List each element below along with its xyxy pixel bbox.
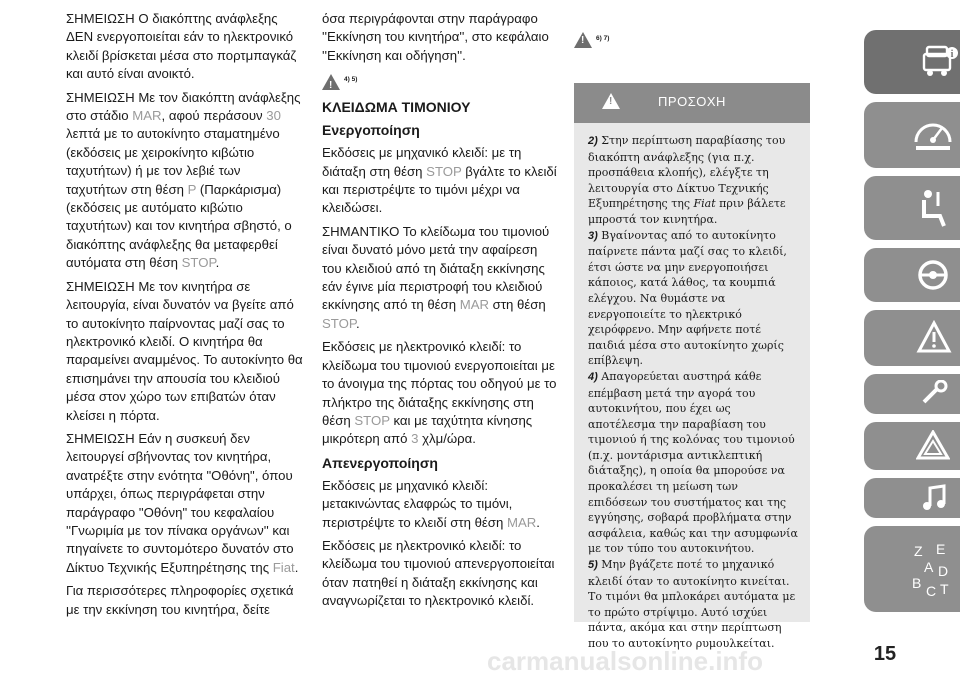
watermark: carmanualsonline.info [487, 646, 763, 676]
tab-technical[interactable] [864, 422, 960, 470]
svg-text:T: T [940, 581, 949, 597]
warning-box [574, 83, 810, 650]
column-middle [322, 10, 558, 616]
subheading-deactivation: Απενεργοποίηση [322, 454, 438, 471]
p-label: P [187, 181, 197, 197]
note-auto-stop: ΣΗΜΕΙΩΣΗ Με τον διακόπτη ανάφλεξης στο στάδιο MAR, αφού περάσουν 30 λεπτά με το αυτοκίνητο σταματημένο (εκδόσεις με χειροκίνητο κιβώτιο ταχυτήτων) ή με τον λεβιέ των ταχυτήτων στη θέση P (Παρκάρισμα) (εκδόσεις με αυτόματο κιβώτιο ταχυτήτων) και τον κινητήρα σβηστό, ο διακόπτης ανάφλεξης θα μεταφερθεί αυτόματα στη θέση STOP. [66, 89, 301, 271]
deactivation-electronic: Εκδόσεις με ηλεκτρονικό κλειδί: το κλείδωμα του τιμονιού απενεργοποιείται όταν πατηθεί η διάταξη εκκίνησης και αναγνωρίζεται το ηλεκτρονικό κλειδί. [322, 537, 555, 609]
hazard-icon [916, 430, 950, 462]
svg-text:C: C [926, 583, 937, 599]
tab-index[interactable] [864, 526, 960, 612]
steering-icon [916, 258, 950, 292]
mar-label: MAR [132, 108, 162, 124]
note-engine-running: ΣΗΜΕΙΩΣΗ Με τον κινητήρα σε λειτουργία, είναι δυνατόν να βγείτε από το αυτοκίνητο παίρνοντας μαζί σας το ηλεκτρονικό κλειδί. Ο κινητήρα θα παραμείνει αναμμένος. Το αυτοκίνητο θα επισημάνει την απουσία του κλειδιού μέσα στον χώρο των επιβατών όταν κλείσει η πόρτα. [66, 278, 303, 423]
svg-text:B: B [912, 575, 922, 591]
minutes-value: 30 [266, 108, 281, 124]
tab-knowing-car[interactable] [864, 30, 960, 94]
warning-signal-icon [916, 320, 952, 356]
warning-box-header [574, 83, 810, 123]
continuation-text: όσα περιγράφονται στην παράγραφο ''Εκκίνηση του κινητήρα'', στο κεφάλαιο ''Εκκίνηση και οδήγηση''. [322, 11, 549, 63]
info-car-icon [922, 44, 958, 78]
svg-text:A: A [924, 559, 934, 575]
tab-emergency[interactable] [864, 310, 960, 366]
tab-starting-driving[interactable] [864, 248, 960, 302]
tab-safety[interactable] [864, 176, 960, 240]
chapter-tabs [848, 0, 960, 678]
warning-box-title: ΠΡΟΣΟΧΗ [658, 94, 726, 109]
note-device-fault: ΣΗΜΕΙΩΣΗ Εάν η συσκευή δεν λειτουργεί σβήνοντας τον κινητήρα, ανατρέξτε στην ενότητα "Οθόνη", όπου υπάρχει, όπως περιγράφεται στην παράγραφο "Οθόνη" του κεφαλαίου ''Γνωριμία με τον πίνακα οργάνων'' και πηγαίνετε το συντομότερο δυνατόν στο Δίκτυο Τεχνικής Εξυπηρέτησης της Fiat. [66, 430, 299, 575]
subheading-activation: Ενεργοποίηση [322, 122, 420, 139]
seat-person-icon [914, 188, 954, 228]
warning-item-3: 3) Βγαίνοντας από το αυτοκίνητο παίρνετε πάντα μαζί σας το κλειδί, έτσι ώστε να μην ενεργοποιήσει κάποιος, κατά λάθος, τα κουμπιά ελέγχου. Να θυμάστε να ενεργοποιείτε το ηλεκτρικό χειρόφρενο. Μην αφήνετε ποτέ παιδιά μέσα στο αυτοκίνητο χωρίς επίβλεψη. [588, 228, 787, 368]
column-right [574, 28, 810, 56]
column-left [66, 10, 304, 624]
tab-multimedia[interactable] [864, 478, 960, 518]
svg-text:D: D [938, 563, 949, 579]
index-letters-icon [910, 540, 956, 600]
svg-text:E: E [936, 541, 946, 557]
page-number: 15 [873, 643, 897, 665]
note-ignition-trunk: ΣΗΜΕΙΩΣΗ Ο διακόπτης ανάφλεξης ΔΕΝ ενεργοποιείται εάν το ηλεκτρονικό κλειδί βρίσκεται μέσα στο πορτμπαγκάζ και αυτό είναι ανοικτό. [66, 11, 297, 82]
note-more-info: Για περισσότερες πληροφορίες σχετικά με την εκκίνηση του κινητήρα, δείτε [66, 583, 294, 617]
activation-electronic: Εκδόσεις με ηλεκτρονικό κλειδί: το κλείδωμα του τιμονιού ενεργοποιείται με το άνοιγμα της πόρτας του οδηγού με το πλήκτρο της διάταξης εκκίνησης στη θέση STOP και με ταχύτητα κίνησης μικρότερη από 3 χλμ/ώρα. [322, 339, 557, 447]
warning-box-body [574, 123, 810, 652]
activation-mechanical: Εκδόσεις με μηχανικό κλειδί: με τη διάταξη στη θέση STOP βγάλτε το κλειδί και περιστρέψτε το τιμόνι μέχρι να κλειδώσει. [322, 145, 557, 216]
warning-triangle-icon [574, 32, 592, 48]
dashboard-icon [912, 116, 954, 154]
warning-item-2: 2) Στην περίπτωση παραβίασης του διακόπτη ανάφλεξης (για π.χ. προσπάθεια κλοπής), ελέγξτε τη λειτουργία στο Δίκτυο Τεχνικής Εξυπηρέτησης της Fiat πριν βάλετε μπροστά τον κινητήρα. [588, 134, 786, 226]
deactivation-mechanical: Εκδόσεις με μηχανικό κλειδί: μετακινώντας ελαφρώς το τιμόνι, περιστρέψτε το κλειδί στη θέση MAR. [322, 477, 540, 530]
warning-triangle-icon [322, 74, 340, 90]
svg-text:i: i [950, 49, 954, 60]
section-heading: ΚΛΕΙΔΩΜΑ ΤΙΜΟΝΙΟΥ [322, 99, 471, 116]
tab-servicing[interactable] [864, 374, 960, 414]
warning-reference: ! 4) 5) [322, 70, 558, 94]
warning-item-4: 4) Απαγορεύεται αυστηρά κάθε επέμβαση μετά την αγορά του αυτοκινήτου, που έχει ως αποτέλεσμα την παραβίαση του τιμονιού ή της κολόνας του τιμονιού (π.χ. μοντάρισμα αντικλεπτική διάταξης), η οποία θα μπορούσε να προκαλέσει τη μείωση των επιδόσεων του συστήματος και της εγγύησης, σοβαρά προβλήματα στην ασφάλεια, καθώς και την ασυμφωνία με τον τύπο του αυτοκινήτου. [588, 369, 798, 556]
important-note: ΣΗΜΑΝΤΙΚΟ Το κλείδωμα του τιμονιού είναι δυνατό μόνο μετά την αφαίρεση του κλειδιού από τη διάταξη εκκίνησης εάν έγινε μία περιστροφή του κλειδιού εκκίνησης από τη θέση MAR στη θέση STOP. [322, 223, 550, 331]
warning-item-5: 5) Μην βγάζετε ποτέ το μηχανικό κλειδί όταν το αυτοκίνητο κινείται. Το τιμόνι θα μπλοκάρει αυτόματα με το πρώτο στρίψιμο. Αυτό ισχύει πάντα, ακόμα και στην περίπτωση που το αυτοκίνητο ρυμουλκείται. [588, 558, 796, 650]
fiat-label: Fiat [272, 559, 295, 575]
wrench-icon [918, 380, 950, 408]
stop-label: STOP [181, 255, 216, 271]
warning-reference: ! 6) 7) [574, 28, 810, 52]
music-icon [920, 484, 948, 512]
tab-dashboard[interactable] [864, 102, 960, 168]
svg-text:Z: Z [914, 543, 923, 559]
